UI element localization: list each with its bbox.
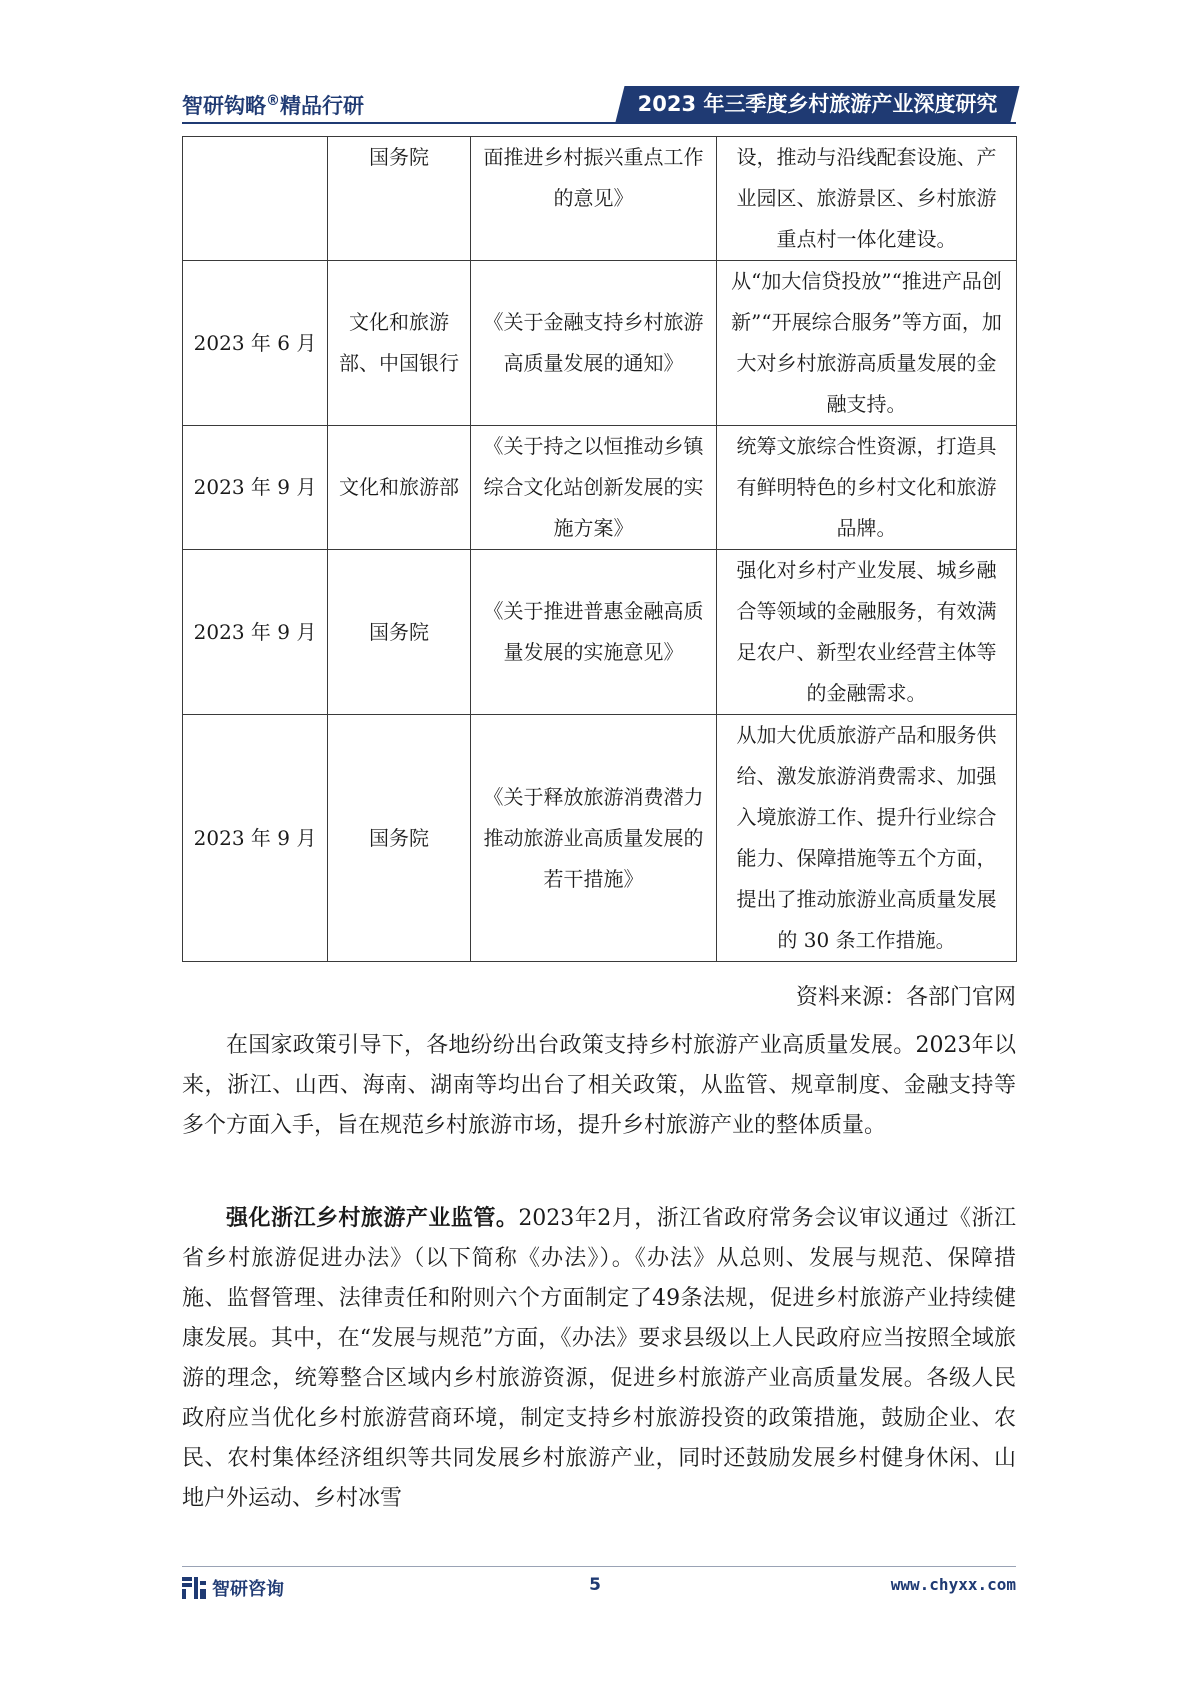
registered-mark: ® xyxy=(266,93,280,109)
table-cell-date: 2023 年 9 月 xyxy=(183,715,328,962)
table-cell-content: 强化对乡村产业发展、城乡融合等领域的金融服务，有效满足农户、新型农业经营主体等的金融需求。 xyxy=(717,550,1017,715)
paragraph: 在国家政策引导下，各地纷纷出台政策支持乡村旅游产业高质量发展。2023年以来，浙江、山西、海南、湖南等均出台了相关政策，从监管、规章制度、金融支持等多个方面入手，旨在规范乡村旅游市场，提升乡村旅游产业的整体质量。 xyxy=(182,1033,1016,1138)
paragraph xyxy=(182,1199,1016,1519)
paragraph-body: 2023年2月，浙江省政府常务会议审议通过《浙江省乡村旅游促进办法》（以下简称《办法》）。《办法》从总则、发展与规范、保障措施、监督管理、法律责任和附则六个方面制定了49条法规，促进乡村旅游产业持续健康发展。其中，在“发展与规范”方面，《办法》要求县级以上人民政府应当按照全域旅游的理念，统筹整合区域内乡村旅游资源，促进乡村旅游产业高质量发展。各级人民政府应当优化乡村旅游营商环境，制定支持乡村旅游投资的政策措施，鼓励企业、农民、农村集体经济组织等共同发展乡村旅游产业，同时还鼓励发展乡村健身休闲、山地户外运动、乡村冰雪 xyxy=(182,1206,1016,1511)
table-cell-date: 2023 年 6 月 xyxy=(183,261,328,426)
table-cell-content: 统筹文旅综合性资源，打造具有鲜明特色的乡村文化和旅游品牌。 xyxy=(717,426,1017,550)
table-cell-content: 设，推动与沿线配套设施、产业园区、旅游景区、乡村旅游重点村一体化建设。 xyxy=(717,137,1017,261)
table-cell-document: 《关于推进普惠金融高质量发展的实施意见》 xyxy=(471,550,717,715)
table-cell-document: 《关于持之以恒推动乡镇综合文化站创新发展的实施方案》 xyxy=(471,426,717,550)
policy-table xyxy=(182,136,1017,962)
company-logo-icon xyxy=(182,1577,206,1599)
table-row xyxy=(183,426,1017,550)
table-cell-date: 2023 年 9 月 xyxy=(183,426,328,550)
report-title: 2023 年三季度乡村旅游产业深度研究 xyxy=(637,92,998,116)
table-cell-date xyxy=(183,137,328,261)
page-number: 5 xyxy=(589,1575,601,1595)
website-link[interactable]: www.chyxx.com xyxy=(890,1575,1016,1594)
table-cell-content: 从加大优质旅游产品和服务供给、激发旅游消费需求、加强入境旅游工作、提升行业综合能力、保障措施等五个方面，提出了推动旅游业高质量发展的 30 条工作措施。 xyxy=(717,715,1017,962)
table-cell-document: 面推进乡村振兴重点工作的意见》 xyxy=(471,137,717,261)
brand-name: 智研钩略 xyxy=(182,94,266,118)
header-divider xyxy=(182,122,1016,124)
table-cell-department: 文化和旅游部、中国银行 xyxy=(328,261,471,426)
table-cell-document: 《关于释放旅游消费潜力推动旅游业高质量发展的若干措施》 xyxy=(471,715,717,962)
brand-suffix: 精品行研 xyxy=(280,94,364,118)
table-cell-content: 从“加大信贷投放”“推进产品创新”“开展综合服务”等方面，加大对乡村旅游高质量发展的金融支持。 xyxy=(717,261,1017,426)
table-row xyxy=(183,261,1017,426)
table-cell-department: 国务院 xyxy=(328,550,471,715)
header-brand xyxy=(182,90,364,120)
source-note: 资料来源：各部门官网 xyxy=(795,985,1016,1010)
table-cell-department: 文化和旅游部 xyxy=(328,426,471,550)
table-row xyxy=(183,550,1017,715)
table-cell-department: 国务院 xyxy=(328,137,471,261)
table-cell-department: 国务院 xyxy=(328,715,471,962)
footer-company xyxy=(182,1575,284,1601)
table-row xyxy=(183,715,1017,962)
company-name: 智研咨询 xyxy=(212,1579,284,1600)
table-cell-document: 《关于金融支持乡村旅游高质量发展的通知》 xyxy=(471,261,717,426)
paragraph-heading: 强化浙江乡村旅游产业监管。 xyxy=(226,1206,519,1231)
table-cell-date: 2023 年 9 月 xyxy=(183,550,328,715)
table-row xyxy=(183,137,1017,261)
footer-divider xyxy=(182,1566,1016,1567)
